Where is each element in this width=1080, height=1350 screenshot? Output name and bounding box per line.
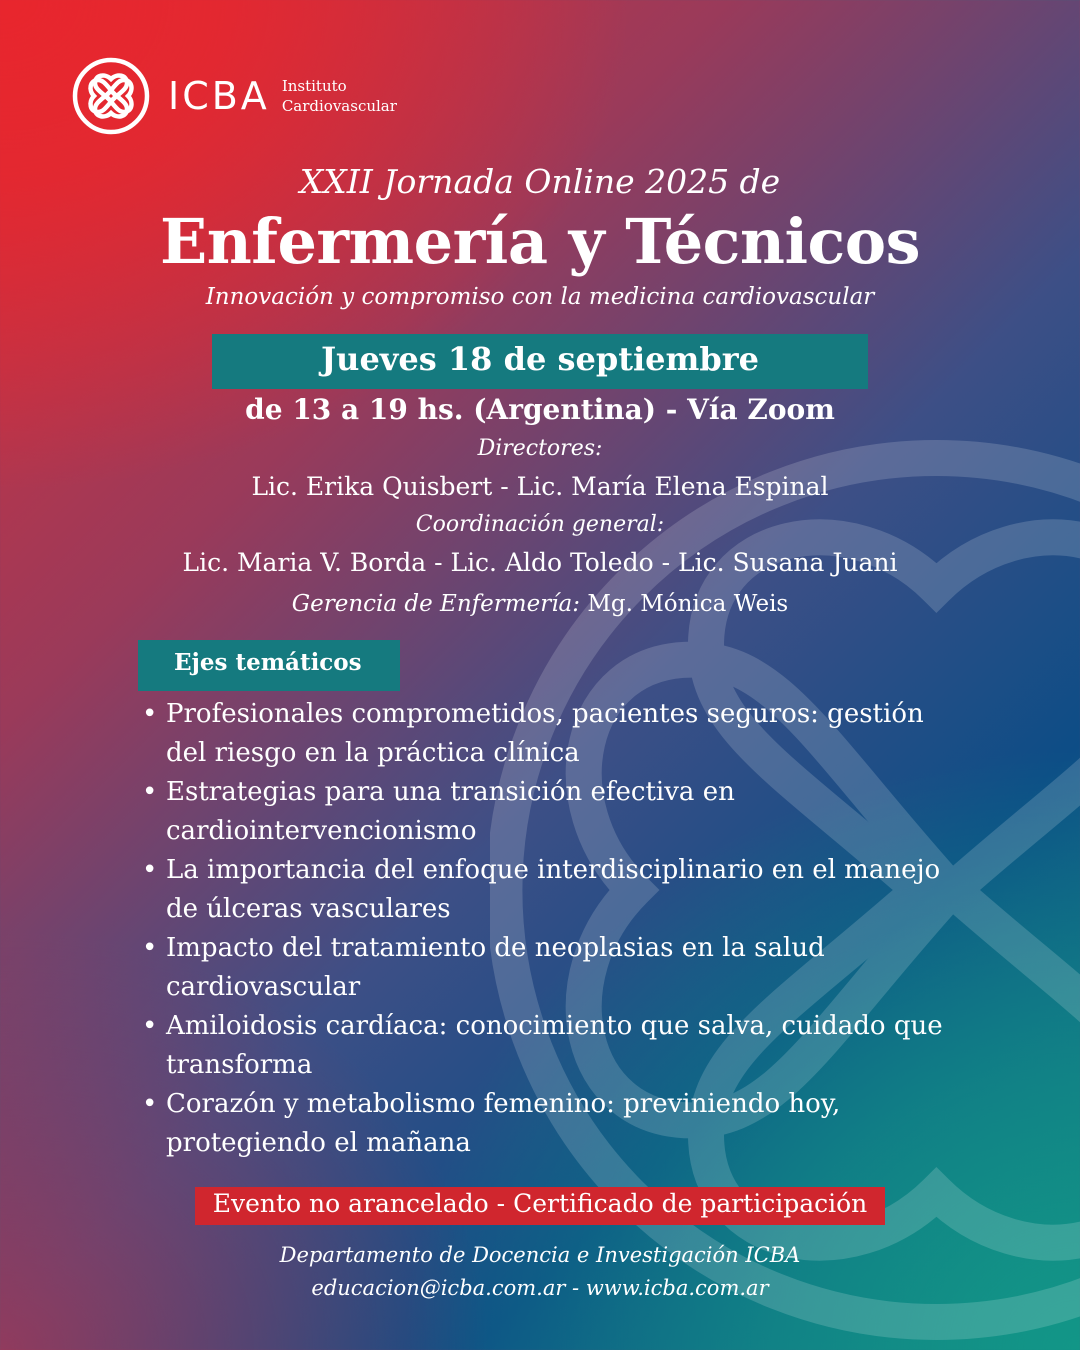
brand-subtitle <box>282 76 397 116</box>
brand-name: ICBA <box>168 74 270 118</box>
event-subtitle: Innovación y compromiso con la medicina cardiovascular <box>205 284 875 310</box>
icba-heart-knot-icon <box>72 57 150 135</box>
directors-names: Lic. Erika Quisbert - Lic. María Elena Espinal <box>251 472 829 501</box>
topics-list <box>142 695 972 1163</box>
brand-sub-line2: Cardiovascular <box>281 97 397 115</box>
topic-item: • Amiloidosis cardíaca: conocimiento que salva, cuidado que transforma <box>142 1007 972 1085</box>
event-title: Enfermería y Técnicos <box>159 205 921 278</box>
topic-item: • Corazón y metabolismo femenino: previniendo hoy, protegiendo el mañana <box>142 1085 972 1163</box>
topic-item: • Estrategias para una transición efectiva en cardiointervencionismo <box>142 773 972 851</box>
brand-sub-line1: Instituto <box>281 77 347 95</box>
icba-logo <box>72 57 397 135</box>
directors-label: Directores: <box>477 436 603 461</box>
management-name: Mg. Mónica Weis <box>580 591 789 617</box>
coordination-label: Coordinación general: <box>415 512 665 537</box>
free-event-banner: Evento no arancelado - Certificado de participación <box>195 1187 885 1225</box>
event-time: de 13 a 19 hs. (Argentina) - Vía Zoom <box>245 393 835 426</box>
contact-line: educacion@icba.com.ar - www.icba.com.ar <box>311 1276 769 1300</box>
management-line <box>0 591 1080 617</box>
topic-item: • Profesionales comprometidos, pacientes seguros: gestión del riesgo en la práctica clínica <box>142 695 972 773</box>
topics-badge: Ejes temáticos <box>138 640 400 691</box>
event-pre-title: XXII Jornada Online 2025 de <box>299 162 781 201</box>
management-label: Gerencia de Enfermería: <box>291 591 581 617</box>
date-banner: Jueves 18 de septiembre <box>212 334 868 389</box>
department-line: Departamento de Docencia e Investigación ICBA <box>279 1243 801 1267</box>
topic-item: • La importancia del enfoque interdisciplinario en el manejo de úlceras vasculares <box>142 851 972 929</box>
topic-item: • Impacto del tratamiento de neoplasias en la salud cardiovascular <box>142 929 972 1007</box>
coordination-names: Lic. Maria V. Borda - Lic. Aldo Toledo - Lic. Susana Juani <box>182 548 898 577</box>
